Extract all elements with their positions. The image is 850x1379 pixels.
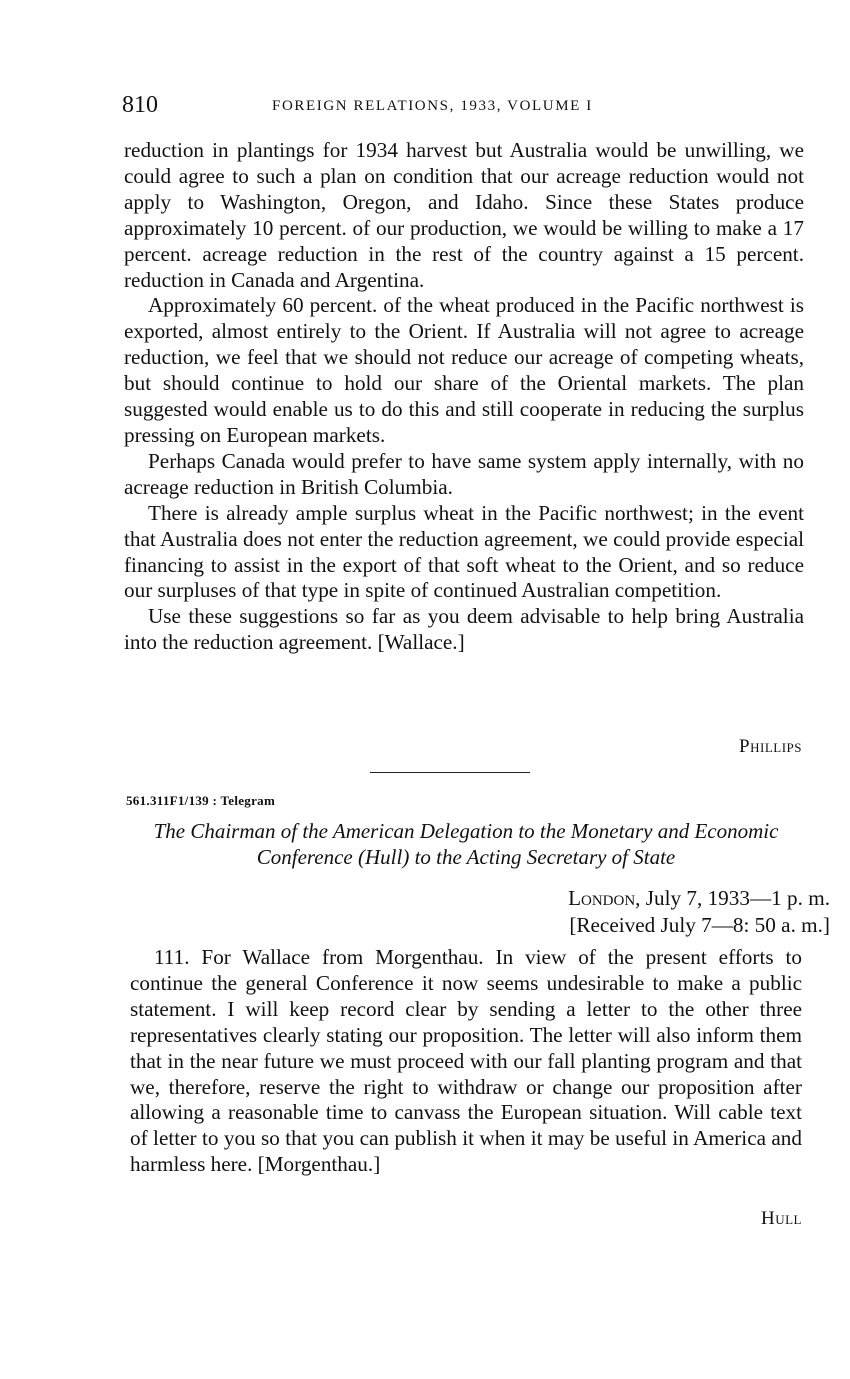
dateline — [568, 886, 830, 911]
paragraph: 111. For Wallace from Morgenthau. In view of the present efforts to continue the general Conference it now seems undesirable to make a public statement. I will keep record clear by sending a letter to the other three representatives clearly stating our proposition. The letter will also inform them that in the near future we must proceed with our fall planting program and that we, therefore, reserve the right to withdraw or change our proposition after allowing a reasonable time to canvass the European situation. Will cable text of letter to you so that you can publish it when it may be useful in America and harmless here. [Morgenthau.] — [130, 945, 802, 1177]
received-note: [Received July 7—8: 50 a. m.] — [569, 913, 830, 937]
document-title: The Chairman of the American Delegation to the Monetary and Economic Conference (Hull) to the Acting Secretary of State — [153, 819, 779, 869]
page-number: 810 — [122, 92, 158, 118]
telegram-body — [130, 945, 802, 1178]
signature-phillips: Phillips — [739, 736, 802, 757]
running-head: FOREIGN RELATIONS, 1933, VOLUME I — [272, 98, 593, 114]
paragraph: Use these suggestions so far as you deem advisable to help bring Australia into the reduction agreement. [Wallace.] — [124, 604, 804, 655]
letter-body-continued — [124, 138, 804, 656]
paragraph: Perhaps Canada would prefer to have same system apply internally, with no acreage reduction in British Columbia. — [124, 448, 804, 499]
page-header — [122, 92, 802, 124]
paragraph: Approximately 60 percent. of the wheat produced in the Pacific northwest is exported, almost entirely to the Orient. If Australia will not agree to acreage reduction, we feel that we should not reduce our acreage of competing wheats, but should continue to hold our share of the Oriental markets. The plan suggested would enable us to do this and still cooperate in reducing the surplus pressing on European markets. — [124, 293, 804, 447]
paragraph: There is already ample surplus wheat in the Pacific northwest; in the event that Australia does not enter the reduction agreement, we could provide especial financing to assist in the export of that soft wheat to the Orient, and so reduce our surpluses of that type in spite of continued Australian competition. — [124, 500, 804, 603]
section-divider — [370, 772, 530, 773]
dateline-place: London — [568, 886, 636, 910]
dateline-date: , July 7, 1933—1 p. m. — [635, 886, 830, 910]
signature-hull: Hull — [761, 1208, 802, 1229]
paragraph: reduction in plantings for 1934 harvest but Australia would be unwilling, we could agree to such a plan on condition that our acreage reduction would not apply to Washington, Oregon, and Idaho. Since these States produce approximately 10 percent. of our production, we would be willing to make a 17 percent. acreage reduction in the rest of the country against a 15 percent. reduction in Canada and Argentina. — [124, 138, 804, 292]
file-reference: 561.311F1/139 : Telegram — [126, 793, 276, 808]
